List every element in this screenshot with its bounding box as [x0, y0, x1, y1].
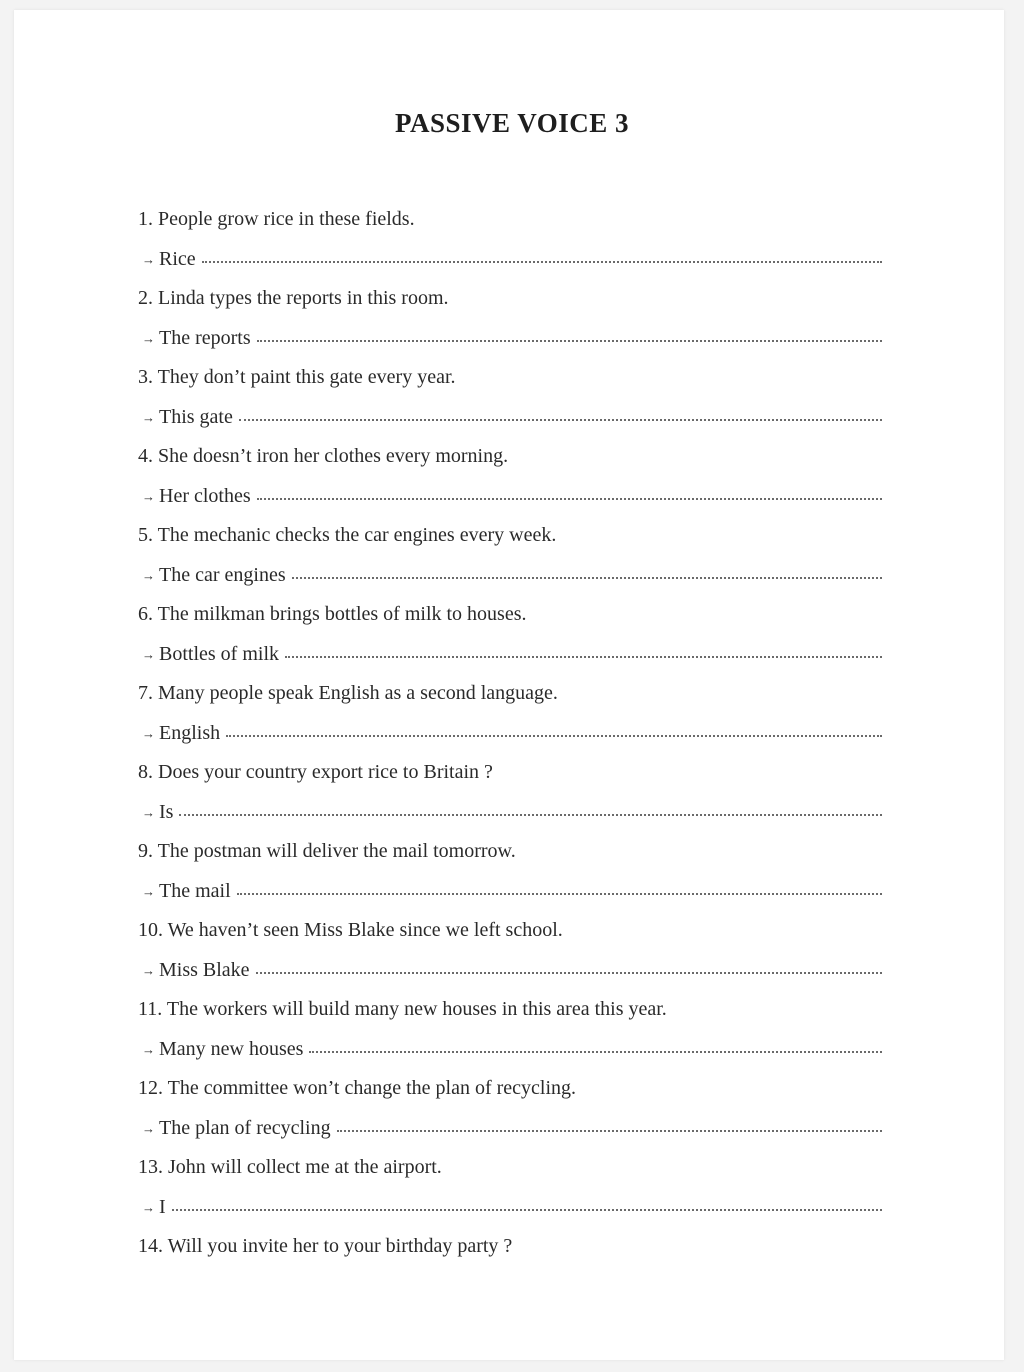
- answer-line[interactable]: [138, 1030, 888, 1070]
- worksheet-title: PASSIVE VOICE 3: [394, 108, 630, 138]
- exercise-item: [138, 516, 888, 595]
- exercise-question: 3. They don’t paint this gate every year.: [138, 366, 456, 388]
- exercise-question: 8. Does your country export rice to Britain ?: [138, 761, 493, 783]
- arrow-icon: →: [142, 1199, 155, 1215]
- exercise-item: [138, 911, 888, 990]
- dotted-answer-blank[interactable]: [292, 577, 882, 579]
- answer-line[interactable]: [138, 1188, 888, 1228]
- arrow-icon: →: [142, 804, 155, 820]
- exercise-question: 6. The milkman brings bottles of milk to houses.: [138, 603, 527, 625]
- exercise-question: 10. We haven’t seen Miss Blake since we left school.: [138, 919, 563, 941]
- exercise-question: 5. The mechanic checks the car engines every week.: [138, 524, 557, 546]
- answer-prompt: The reports: [159, 326, 251, 349]
- arrow-icon: →: [142, 725, 155, 741]
- answer-prompt: Bottles of milk: [159, 642, 279, 665]
- exercise-question: 1. People grow rice in these fields.: [138, 208, 415, 230]
- arrow-icon: →: [142, 1041, 155, 1057]
- arrow-icon: →: [142, 409, 155, 425]
- exercise-question: 12. The committee won’t change the plan of recycling.: [138, 1077, 577, 1099]
- dotted-answer-blank[interactable]: [172, 1209, 882, 1211]
- answer-line[interactable]: [138, 398, 888, 438]
- answer-line[interactable]: [138, 714, 888, 754]
- answer-prompt: Is: [159, 800, 174, 823]
- arrow-icon: →: [142, 646, 155, 662]
- answer-prompt: This gate: [159, 405, 233, 428]
- answer-prompt: Miss Blake: [159, 958, 250, 981]
- dotted-answer-blank[interactable]: [257, 340, 882, 342]
- dotted-answer-blank[interactable]: [285, 656, 882, 658]
- dotted-answer-blank[interactable]: [257, 498, 882, 500]
- answer-line[interactable]: [138, 1109, 888, 1149]
- answer-prompt: Many new houses: [159, 1037, 304, 1060]
- exercise-item: [138, 1069, 888, 1148]
- dotted-answer-blank[interactable]: [309, 1051, 882, 1053]
- arrow-icon: →: [142, 251, 155, 267]
- exercise-item: [138, 832, 888, 911]
- answer-line[interactable]: [138, 872, 888, 912]
- arrow-icon: →: [142, 1120, 155, 1136]
- answer-line[interactable]: [138, 635, 888, 675]
- arrow-icon: →: [142, 883, 155, 899]
- exercise-question: 2. Linda types the reports in this room.: [138, 287, 449, 309]
- arrow-icon: →: [142, 330, 155, 346]
- answer-line[interactable]: [138, 556, 888, 596]
- exercise-question: 13. John will collect me at the airport.: [138, 1156, 442, 1178]
- exercise-item: [138, 200, 888, 279]
- exercise-item: [138, 674, 888, 753]
- answer-line[interactable]: [138, 240, 888, 280]
- arrow-icon: →: [142, 567, 155, 583]
- dotted-answer-blank[interactable]: [226, 735, 882, 737]
- exercise-item: [138, 990, 888, 1069]
- exercise-question: 11. The workers will build many new houses in this area this year.: [138, 998, 667, 1020]
- answer-line[interactable]: [138, 793, 888, 833]
- dotted-answer-blank[interactable]: [256, 972, 882, 974]
- answer-prompt: The plan of recycling: [159, 1116, 331, 1139]
- answer-prompt: I: [159, 1195, 166, 1218]
- exercise-item: [138, 358, 888, 437]
- arrow-icon: →: [142, 488, 155, 504]
- exercise-item: [138, 1227, 888, 1267]
- answer-line[interactable]: [138, 319, 888, 359]
- exercise-question: 7. Many people speak English as a second language.: [138, 682, 558, 704]
- exercise-question: 14. Will you invite her to your birthday party ?: [138, 1235, 513, 1257]
- arrow-icon: →: [142, 962, 155, 978]
- exercise-list: [138, 200, 888, 1267]
- exercise-item: [138, 437, 888, 516]
- dotted-answer-blank[interactable]: [202, 261, 882, 263]
- dotted-answer-blank[interactable]: [237, 893, 882, 895]
- exercise-item: [138, 595, 888, 674]
- exercise-question: 9. The postman will deliver the mail tomorrow.: [138, 840, 516, 862]
- exercise-item: [138, 753, 888, 832]
- dotted-answer-blank[interactable]: [337, 1130, 882, 1132]
- answer-prompt: English: [159, 721, 221, 744]
- exercise-item: [138, 1148, 888, 1227]
- dotted-answer-blank[interactable]: [179, 814, 882, 816]
- exercise-question: 4. She doesn’t iron her clothes every morning.: [138, 445, 509, 467]
- answer-prompt: The mail: [159, 879, 231, 902]
- answer-line[interactable]: [138, 951, 888, 991]
- dotted-answer-blank[interactable]: [239, 419, 882, 421]
- exercise-item: [138, 279, 888, 358]
- answer-prompt: Her clothes: [159, 484, 251, 507]
- answer-line[interactable]: [138, 477, 888, 517]
- answer-prompt: The car engines: [159, 563, 286, 586]
- answer-prompt: Rice: [159, 247, 196, 270]
